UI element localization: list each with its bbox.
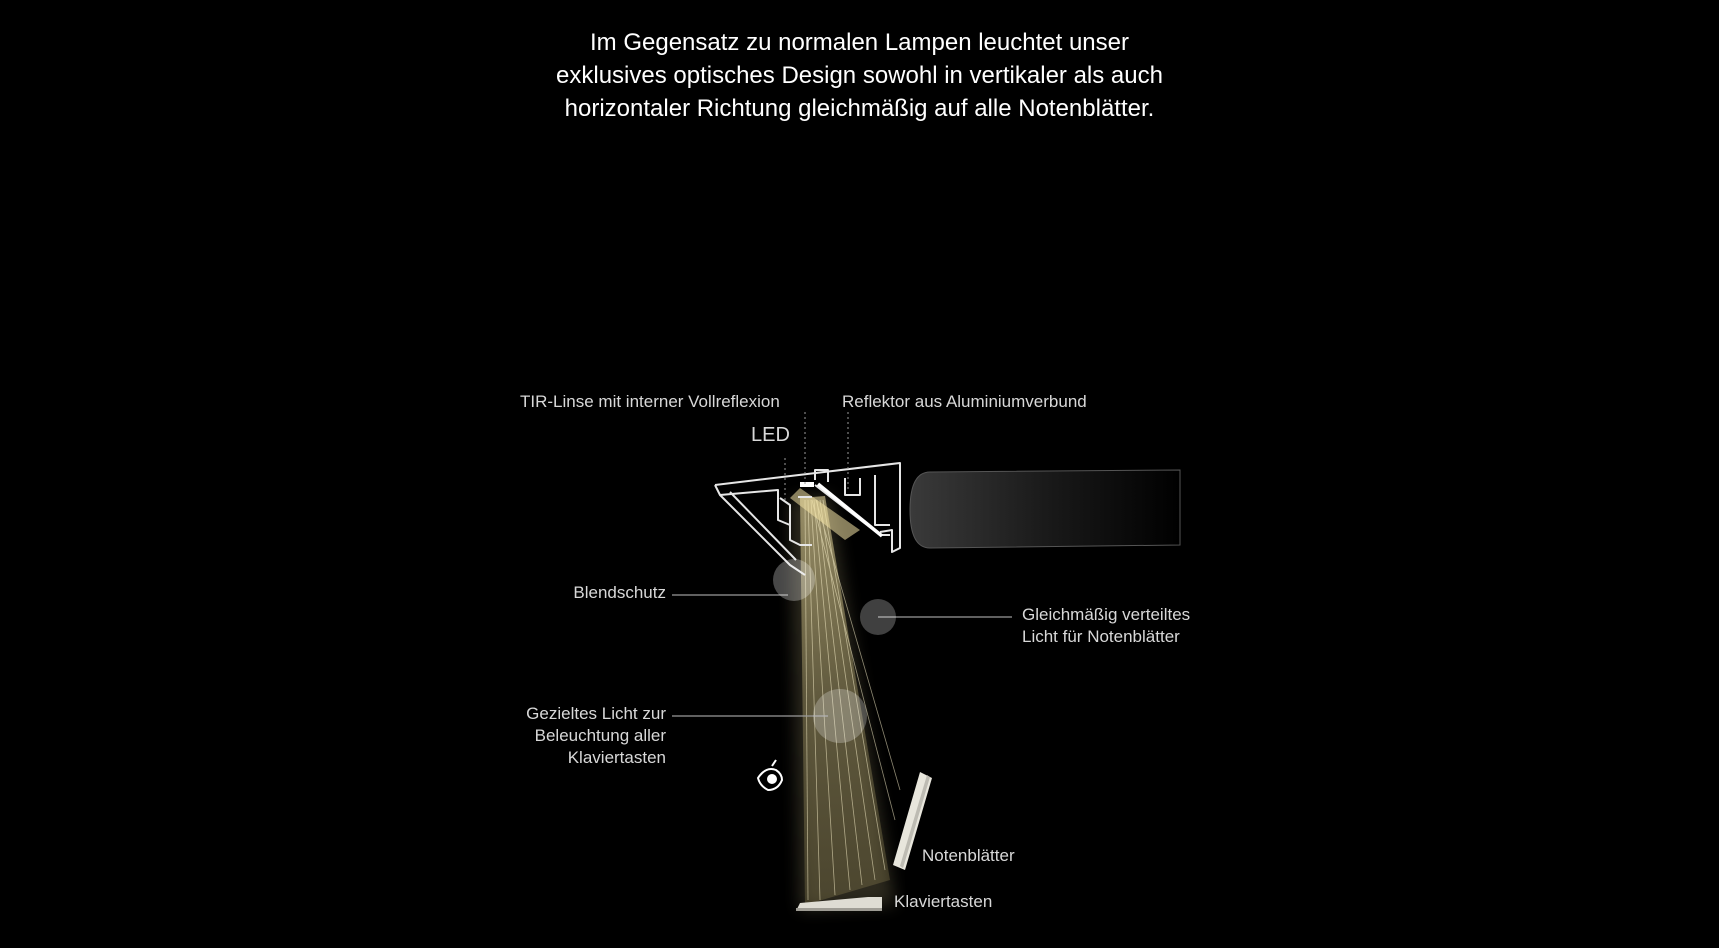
headline-line: Im Gegensatz zu normalen Lampen leuchtet unser — [590, 29, 1129, 56]
label-line: Licht für Notenblätter — [1022, 627, 1180, 646]
lamp-arm — [910, 470, 1180, 548]
highlight-targeted-light — [813, 689, 867, 743]
label-piano-keys: Klaviertasten — [894, 892, 993, 911]
label-sheet-music: Notenblätter — [922, 846, 1015, 865]
eye-icon — [758, 760, 782, 790]
headline-line: horizontaler Richtung gleichmäßig auf alle Notenblätter. — [564, 95, 1155, 122]
label-line: Gezieltes Licht zur — [526, 704, 666, 723]
label-line: Klaviertasten — [567, 748, 666, 767]
label-line: Beleuchtung aller — [534, 726, 666, 745]
label-led: LED — [751, 424, 790, 446]
label-line: Gleichmäßig verteiltes — [1022, 605, 1191, 624]
label-even-light — [1022, 604, 1190, 648]
led — [800, 482, 814, 487]
label-glare-shield: Blendschutz — [573, 583, 666, 602]
headline-line: exklusives optisches Design sowohl in vertikaler als auch — [556, 62, 1163, 89]
label-tir-lens: TIR-Linse mit interner Vollreflexion — [520, 392, 780, 411]
highlight-glare-shield — [773, 559, 815, 601]
label-reflector: Reflektor aus Aluminiumverbund — [842, 392, 1087, 411]
label-targeted-light — [486, 703, 666, 769]
highlight-even-light — [860, 599, 896, 635]
